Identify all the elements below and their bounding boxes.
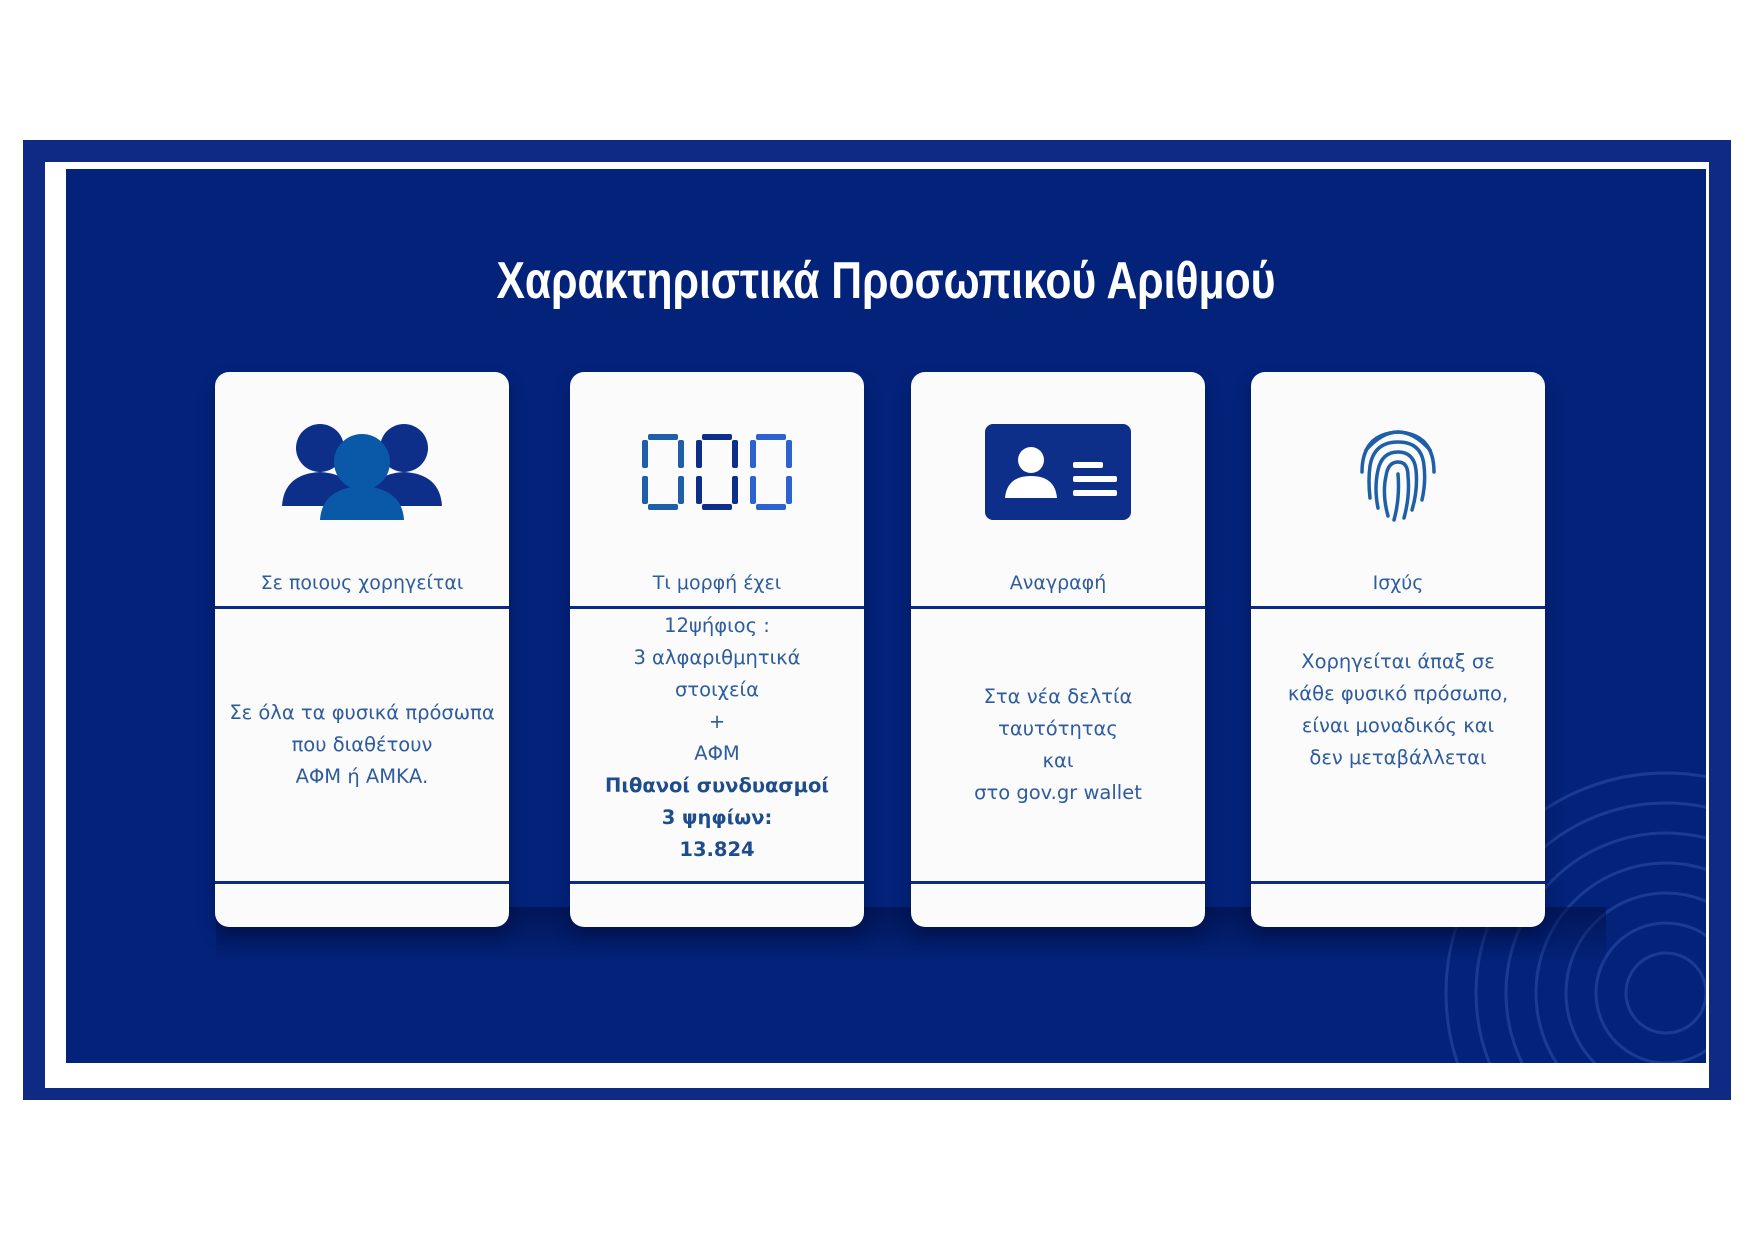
card-format [570, 372, 864, 927]
card-validity [1251, 372, 1545, 927]
body-line: + [708, 710, 726, 733]
body-line: κάθε φυσικό πρόσωπο, [1287, 682, 1509, 705]
divider [1251, 881, 1545, 884]
card-heading: Ισχύς [1372, 572, 1424, 594]
body-line: ταυτότητας [998, 717, 1118, 740]
main-panel [66, 169, 1706, 1063]
page-title: Χαρακτηριστικά Προσωπικού Αριθμού [496, 252, 1276, 310]
body-line: Χορηγείται άπαξ σε [1301, 650, 1495, 673]
card-heading: Σε ποιους χορηγείται [260, 572, 464, 594]
body-line: που διαθέτουν [291, 733, 433, 756]
body-line: Στα νέα δελτία [983, 685, 1133, 708]
divider [570, 881, 864, 884]
body-line: δεν μεταβάλλεται [1309, 746, 1487, 769]
body-line: 12ψήφιος : [664, 614, 770, 637]
users-group-icon [282, 422, 442, 522]
digital-digits-icon [642, 432, 792, 512]
body-line-bold: 13.824 [679, 838, 755, 861]
body-line: ΑΦΜ [694, 742, 740, 765]
divider [215, 881, 509, 884]
card-heading: Τι μορφή έχει [652, 572, 782, 594]
fingerprint-icon [1358, 420, 1438, 524]
body-line-bold: Πιθανοί συνδυασμοί [605, 774, 829, 797]
card-body [225, 610, 499, 880]
divider [1251, 606, 1545, 609]
divider [215, 606, 509, 609]
id-card-icon [985, 424, 1131, 520]
body-line: 3 αλφαριθμητικά [633, 646, 801, 669]
body-line: και [1042, 749, 1074, 772]
card-display [911, 372, 1205, 927]
card-recipients [215, 372, 509, 927]
body-line-bold: 3 ψηφίων: [661, 806, 773, 829]
card-body [580, 610, 854, 880]
body-line: Σε όλα τα φυσικά πρόσωπα [229, 701, 495, 724]
digit-zero [642, 434, 684, 510]
body-line: ΑΦΜ ή ΑΜΚΑ. [295, 765, 429, 788]
card-body [1261, 610, 1535, 810]
divider [911, 881, 1205, 884]
card-body [921, 610, 1195, 880]
body-line: στο gov.gr wallet [974, 781, 1142, 804]
card-heading: Αναγραφή [1009, 572, 1107, 594]
divider [570, 606, 864, 609]
body-line: στοιχεία [675, 678, 759, 701]
divider [911, 606, 1205, 609]
body-line: είναι μοναδικός και [1301, 714, 1495, 737]
